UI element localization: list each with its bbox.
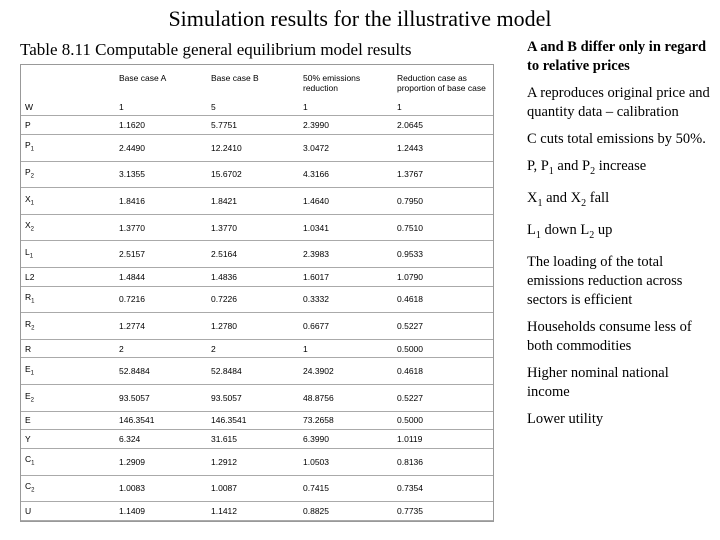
variable-cell: $E_1$ xyxy=(21,358,115,385)
value-cell: 1.1620 xyxy=(115,116,207,135)
value-cell: 3.0472 xyxy=(299,135,393,162)
table-row xyxy=(21,116,493,135)
value-cell: 52.8484 xyxy=(115,358,207,385)
value-cell: 1 xyxy=(299,339,393,358)
table-header-row xyxy=(21,65,493,93)
commentary-panel xyxy=(527,38,715,437)
value-cell: 0.7354 xyxy=(393,475,493,502)
value-cell: 1.0503 xyxy=(299,448,393,475)
value-cell: 0.5227 xyxy=(393,313,493,340)
value-cell: 1.0083 xyxy=(115,475,207,502)
variable-cell: U xyxy=(21,502,115,521)
value-cell: 1.4836 xyxy=(207,268,299,287)
value-cell: 1 xyxy=(299,93,393,116)
value-cell: 0.7216 xyxy=(115,286,207,313)
variable-cell: $X_1$ xyxy=(21,188,115,215)
value-cell: 31.615 xyxy=(207,430,299,449)
value-cell: 0.4618 xyxy=(393,286,493,313)
value-cell: 0.8136 xyxy=(393,448,493,475)
value-cell: 1.3767 xyxy=(393,161,493,188)
table-row xyxy=(21,358,493,385)
value-cell: 1.4844 xyxy=(115,268,207,287)
table-row xyxy=(21,93,493,116)
value-cell: 2.3990 xyxy=(299,116,393,135)
variable-cell: $C_2$ xyxy=(21,475,115,502)
table-row xyxy=(21,214,493,241)
value-cell: 5 xyxy=(207,93,299,116)
value-cell: 2.5164 xyxy=(207,241,299,268)
value-cell: 0.7735 xyxy=(393,502,493,521)
table-row xyxy=(21,502,493,521)
column-header: 50% emissions reduction xyxy=(303,73,361,93)
value-cell: 0.8825 xyxy=(299,502,393,521)
variable-cell: $P_2$ xyxy=(21,161,115,188)
value-cell: 1.2909 xyxy=(115,448,207,475)
variable-cell: E xyxy=(21,411,115,430)
variable-cell: $R_2$ xyxy=(21,313,115,340)
value-cell: 1.8421 xyxy=(207,188,299,215)
table-row xyxy=(21,313,493,340)
results-table xyxy=(21,65,493,521)
commentary-note: $X_1$ and $X_2$ fall xyxy=(527,189,610,209)
variable-cell: $L_1$ xyxy=(21,241,115,268)
value-cell: 0.9533 xyxy=(393,241,493,268)
value-cell: 6.324 xyxy=(115,430,207,449)
value-cell: 1.3770 xyxy=(115,214,207,241)
value-cell: 0.4618 xyxy=(393,358,493,385)
table-row xyxy=(21,268,493,287)
value-cell: 1 xyxy=(115,93,207,116)
value-cell: 1.1412 xyxy=(207,502,299,521)
value-cell: 5.7751 xyxy=(207,116,299,135)
value-cell: 2 xyxy=(207,339,299,358)
variable-cell: R xyxy=(21,339,115,358)
slide-title: Simulation results for the illustrative model xyxy=(168,6,552,31)
value-cell: 146.3541 xyxy=(115,411,207,430)
commentary-note: A and B differ only in regard to relative prices xyxy=(527,39,707,74)
value-cell: 1.1409 xyxy=(115,502,207,521)
table-row xyxy=(21,430,493,449)
value-cell: 0.7415 xyxy=(299,475,393,502)
value-cell: 1.2912 xyxy=(207,448,299,475)
table-row xyxy=(21,135,493,162)
table-row xyxy=(21,411,493,430)
value-cell: 2.5157 xyxy=(115,241,207,268)
value-cell: 1.2774 xyxy=(115,313,207,340)
value-cell: 73.2658 xyxy=(299,411,393,430)
value-cell: 1 xyxy=(393,93,493,116)
commentary-note: The loading of the total emissions reduction across sectors is efficient xyxy=(527,253,683,308)
value-cell: 0.3332 xyxy=(299,286,393,313)
value-cell: 1.8416 xyxy=(115,188,207,215)
value-cell: 48.8756 xyxy=(299,385,393,412)
table-row xyxy=(21,339,493,358)
value-cell: 12.2410 xyxy=(207,135,299,162)
table-row xyxy=(21,188,493,215)
value-cell: 0.5000 xyxy=(393,339,493,358)
variable-cell: L2 xyxy=(21,268,115,287)
value-cell: 1.0790 xyxy=(393,268,493,287)
commentary-note: P, $P_1$ and $P_2$ increase xyxy=(527,158,647,177)
value-cell: 1.3770 xyxy=(207,214,299,241)
variable-cell: $C_1$ xyxy=(21,448,115,475)
value-cell: 1.0087 xyxy=(207,475,299,502)
value-cell: 0.6677 xyxy=(299,313,393,340)
value-cell: 2 xyxy=(115,339,207,358)
table-row xyxy=(21,448,493,475)
results-table-body xyxy=(21,65,493,521)
value-cell: 1.2780 xyxy=(207,313,299,340)
table-title: Table 8.11 Computable general equilibrium model results xyxy=(20,40,412,59)
commentary-note: Lower utility xyxy=(527,410,604,427)
value-cell: 0.7510 xyxy=(393,214,493,241)
value-cell: 4.3166 xyxy=(299,161,393,188)
variable-cell: $E_2$ xyxy=(21,385,115,412)
table-row xyxy=(21,161,493,188)
value-cell: 1.6017 xyxy=(299,268,393,287)
value-cell: 1.0341 xyxy=(299,214,393,241)
value-cell: 1.2443 xyxy=(393,135,493,162)
column-header xyxy=(21,65,115,93)
value-cell: 2.3983 xyxy=(299,241,393,268)
value-cell: 1.0119 xyxy=(393,430,493,449)
value-cell: 52.8484 xyxy=(207,358,299,385)
value-cell: 0.7226 xyxy=(207,286,299,313)
value-cell: 3.1355 xyxy=(115,161,207,188)
column-header: Base case B xyxy=(211,73,259,83)
variable-cell: $X_2$ xyxy=(21,214,115,241)
value-cell: 2.4490 xyxy=(115,135,207,162)
commentary-note: C cuts total emissions by 50%. xyxy=(527,131,706,147)
value-cell: 93.5057 xyxy=(207,385,299,412)
value-cell: 0.7950 xyxy=(393,188,493,215)
commentary-note: Higher nominal national income xyxy=(527,364,669,400)
commentary-note: Households consume less of both commodities xyxy=(527,318,692,354)
table-row xyxy=(21,241,493,268)
value-cell: 1.4640 xyxy=(299,188,393,215)
column-header: Reduction case as proportion of base case xyxy=(397,73,486,93)
variable-cell: W xyxy=(21,93,115,116)
variable-cell: Y xyxy=(21,430,115,449)
results-table-frame xyxy=(20,64,494,522)
value-cell: 6.3990 xyxy=(299,430,393,449)
variable-cell: $P_1$ xyxy=(21,135,115,162)
value-cell: 0.5227 xyxy=(393,385,493,412)
value-cell: 2.0645 xyxy=(393,116,493,135)
table-row xyxy=(21,286,493,313)
variable-cell: $R_1$ xyxy=(21,286,115,313)
commentary-note: $L_1$ down $L_2$ up xyxy=(527,221,613,241)
table-row xyxy=(21,385,493,412)
variable-cell: P xyxy=(21,116,115,135)
table-row xyxy=(21,475,493,502)
value-cell: 0.5000 xyxy=(393,411,493,430)
value-cell: 93.5057 xyxy=(115,385,207,412)
value-cell: 146.3541 xyxy=(207,411,299,430)
value-cell: 24.3902 xyxy=(299,358,393,385)
column-header: Base case A xyxy=(119,73,167,83)
commentary-note: A reproduces original price and quantity data – calibration xyxy=(527,85,710,120)
value-cell: 15.6702 xyxy=(207,161,299,188)
